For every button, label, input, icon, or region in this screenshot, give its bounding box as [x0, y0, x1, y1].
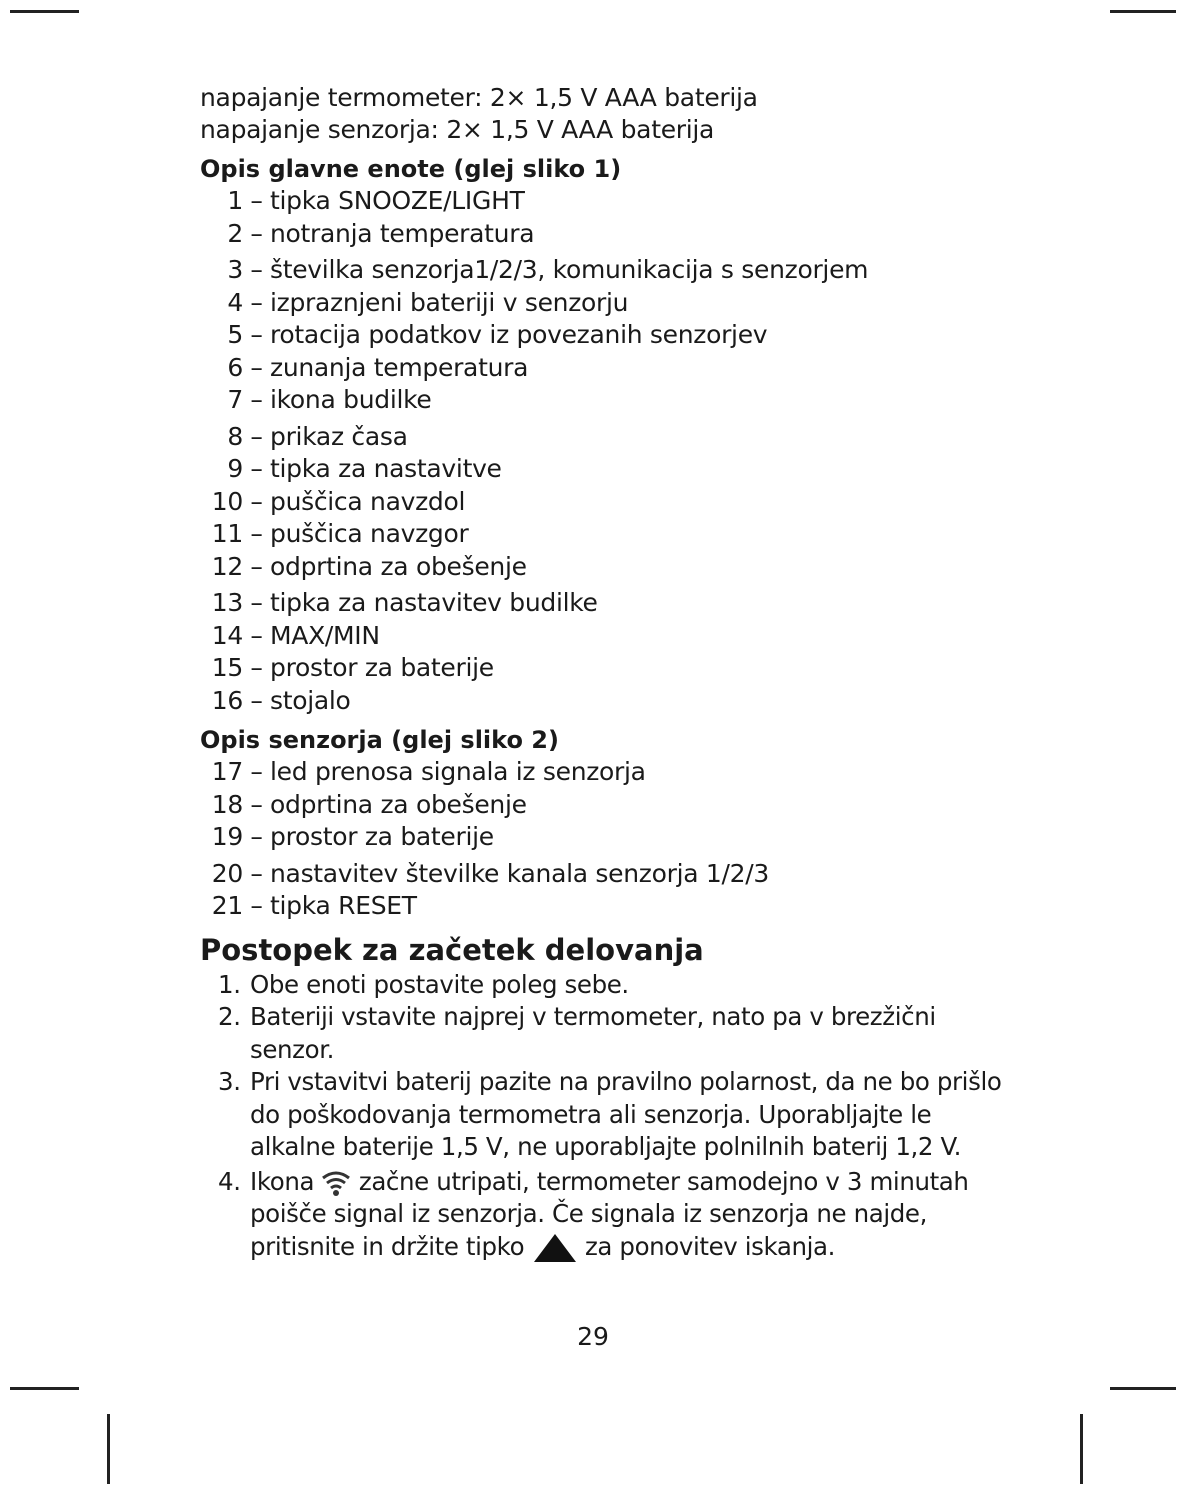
list-item: 19 – prostor za baterije: [211, 822, 494, 851]
up-arrow-icon: [532, 1232, 578, 1264]
list-item: 5 – rotacija podatkov iz povezanih senzorjev: [227, 320, 768, 349]
list-item: 2 – notranja temperatura: [227, 218, 535, 248]
main-unit-heading: Opis glavne enote (glej sliko 1): [200, 155, 622, 183]
spec-line-sensor: napajanje senzorja: 2× 1,5 V AAA baterija: [200, 115, 715, 144]
list-item: 1 – tipka SNOOZE/LIGHT: [227, 186, 525, 215]
procedure-steps: [200, 969, 1020, 1264]
list-item: 18 – odprtina za obešenje: [211, 789, 527, 819]
main-unit-list: [200, 185, 1020, 717]
step-item: 2. Bateriji vstavite najprej v termometer, nato pa v brezžični senzor.: [218, 1002, 936, 1064]
list-item: 6 – zunanja temperatura: [227, 352, 529, 382]
procedure-heading: Postopek za začetek delovanja: [200, 932, 704, 967]
crop-mark-top-right: [1110, 10, 1176, 13]
list-item: 16 – stojalo: [211, 685, 351, 715]
page-content: [200, 82, 1020, 1264]
list-item: 21 – tipka RESET: [211, 891, 417, 920]
list-item: 10 – puščica navzdol: [211, 486, 466, 516]
spec-line-thermometer: napajanje termometer: 2× 1,5 V AAA baterija: [200, 83, 758, 112]
step-item: 4. Ikona začne utripati, termometer samodejno v 3 minutah poišče signal iz senzorja. Če signala iz senzorja ne najde, pritisnite in držite tipko za ponovitev iskanja.: [218, 1166, 1020, 1264]
signal-icon: [321, 1168, 351, 1198]
list-item: 11 – puščica navzgor: [211, 519, 469, 548]
crop-mark-bottom-left-h: [10, 1387, 79, 1390]
step-item: 3. Pri vstavitvi baterij pazite na pravilno polarnost, da ne bo prišlo do poškodovanja termometra ali senzorja. Uporabljajte le alkalne baterije 1,5 V, ne uporabljajte polnilnih baterij 1,2 V.: [218, 1067, 1002, 1161]
crop-mark-bottom-right-h: [1110, 1387, 1176, 1390]
step-item: 1. Obe enoti postavite poleg sebe.: [218, 969, 629, 999]
sensor-list: [200, 756, 1020, 923]
list-item: 12 – odprtina za obešenje: [211, 551, 527, 581]
list-item: 13 – tipka za nastavitev budilke: [211, 588, 598, 617]
list-item: 3 – številka senzorja1/2/3, komunikacija s senzorjem: [227, 255, 869, 284]
list-item: 7 – ikona budilke: [227, 385, 432, 414]
list-item: 14 – MAX/MIN: [211, 620, 380, 650]
sensor-heading: Opis senzorja (glej sliko 2): [200, 726, 559, 754]
page-number: 29: [577, 1322, 609, 1351]
list-item: 9 – tipka za nastavitve: [227, 454, 502, 483]
list-item: 17 – led prenosa signala iz senzorja: [211, 757, 646, 786]
list-item: 8 – prikaz časa: [227, 421, 408, 451]
crop-mark-bottom-right-v: [1080, 1414, 1083, 1484]
list-item: 20 – nastavitev številke kanala senzorja 1/2/3: [211, 858, 769, 888]
list-item: 4 – izpraznjeni bateriji v senzorju: [227, 287, 629, 317]
crop-mark-top-left: [10, 10, 79, 13]
list-item: 15 – prostor za baterije: [211, 653, 494, 682]
crop-mark-bottom-left-v: [107, 1414, 110, 1484]
